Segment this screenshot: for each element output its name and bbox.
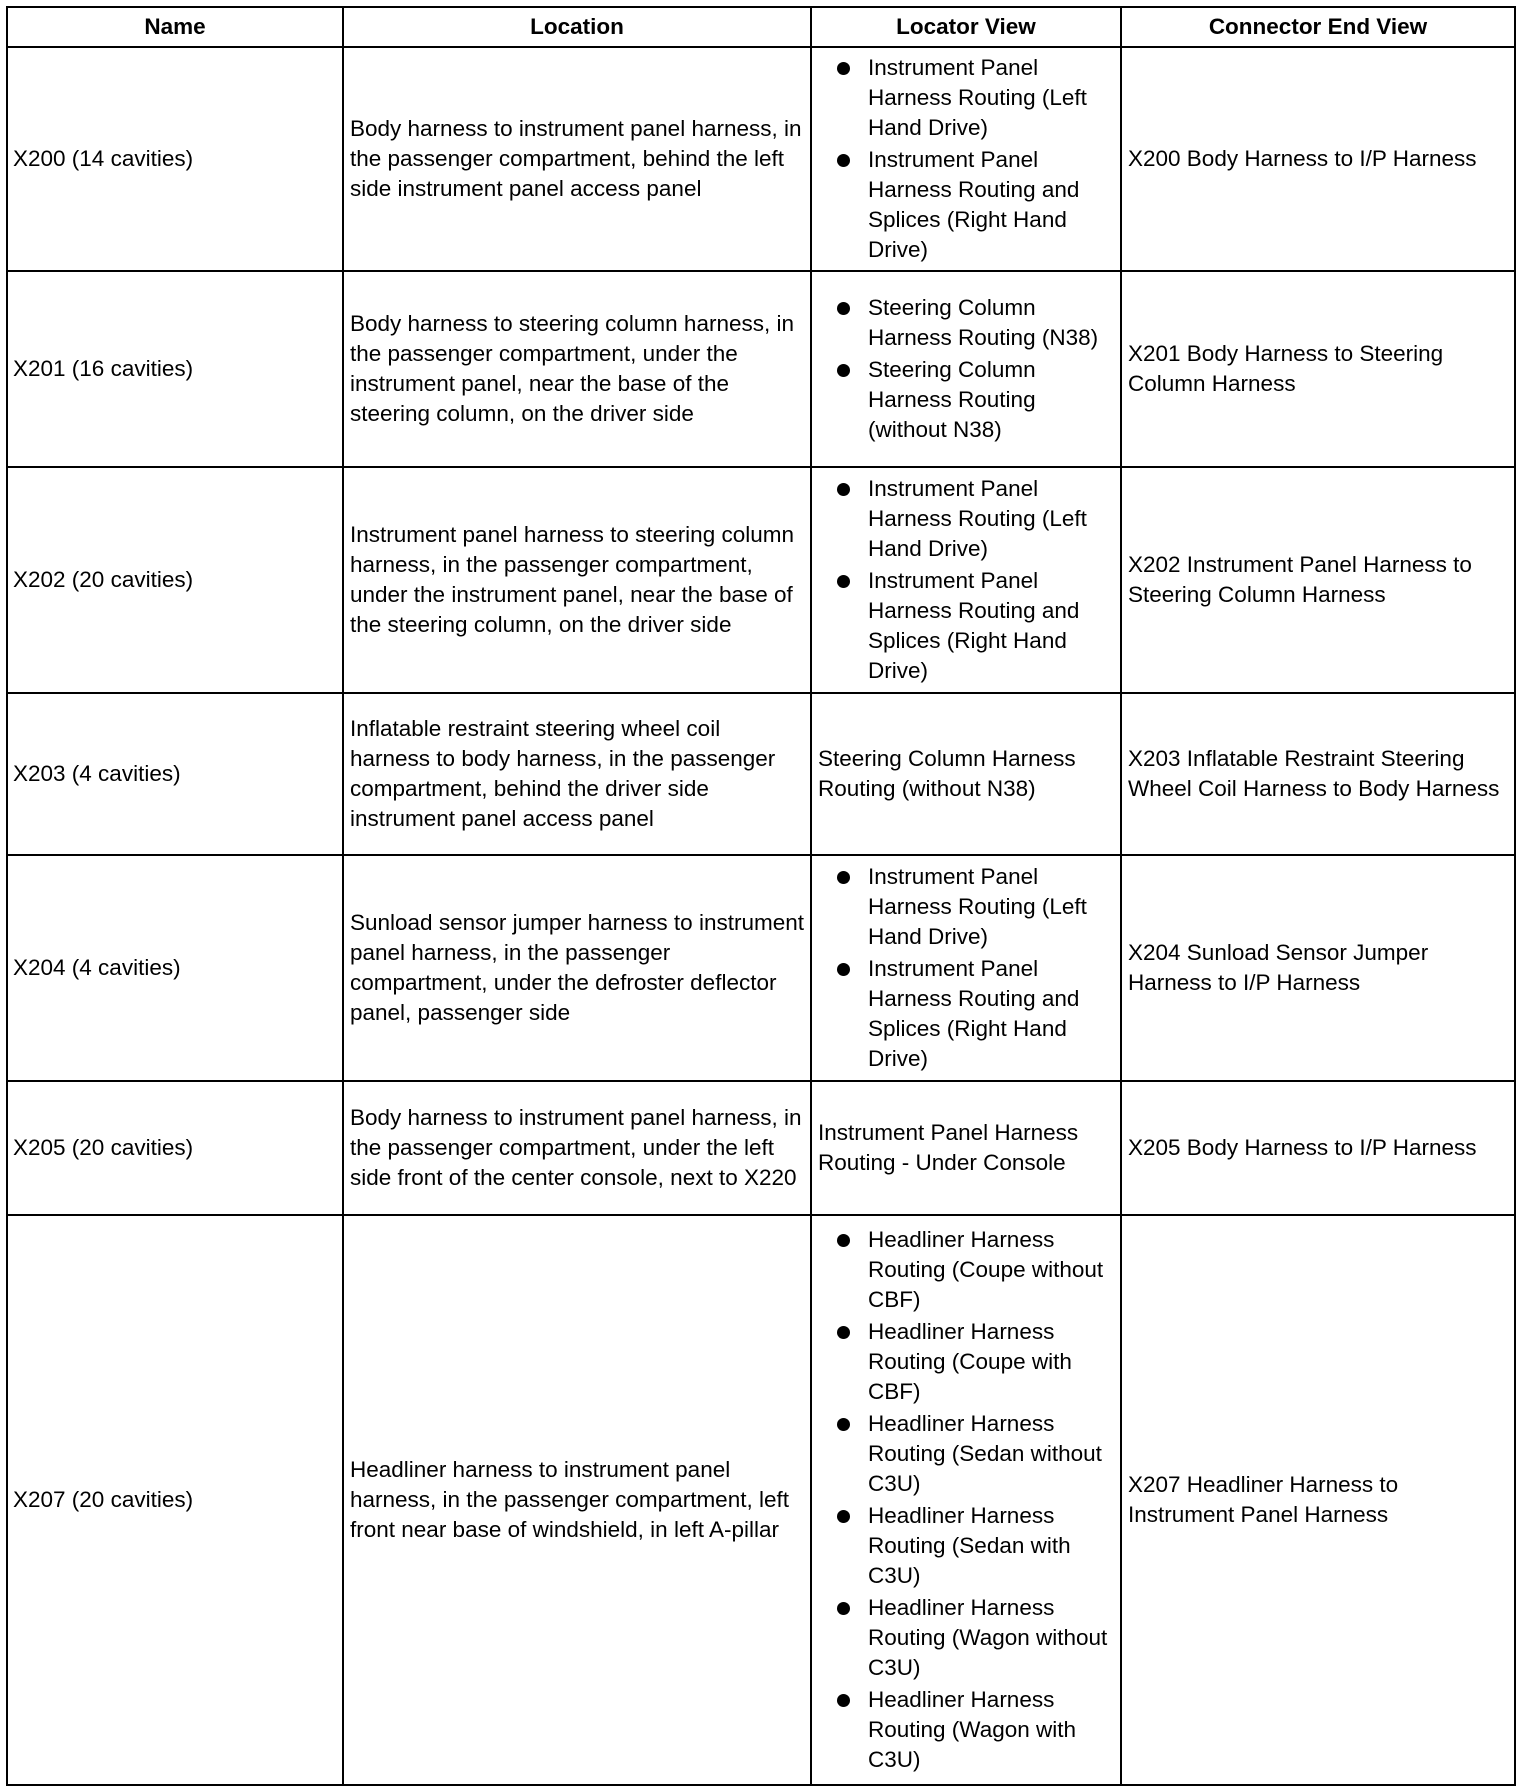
bullet-icon xyxy=(837,575,850,588)
name-cell: X203 (4 cavities) xyxy=(7,693,343,855)
header-name: Name xyxy=(7,7,343,47)
header-row xyxy=(7,7,1515,47)
bullet-icon xyxy=(837,1418,850,1431)
location-cell: Body harness to instrument panel harness, in the passenger compartment, behind the left side instrument panel access panel xyxy=(343,47,811,271)
name-cell: X207 (20 cavities) xyxy=(7,1215,343,1785)
locator-cell[interactable]: Instrument Panel Harness Routing - Under Console xyxy=(811,1081,1121,1215)
bullet-icon xyxy=(837,1326,850,1339)
connector-cell[interactable]: X202 Instrument Panel Harness to Steering Column Harness xyxy=(1121,467,1515,693)
locator-item[interactable] xyxy=(818,293,1114,353)
locator-cell[interactable]: Steering Column Harness Routing (without N38) xyxy=(811,693,1121,855)
locator-item[interactable] xyxy=(818,1685,1114,1775)
locator-item-label: Headliner Harness Routing (Coupe with CBF) xyxy=(868,1319,1072,1404)
locator-list xyxy=(818,474,1114,686)
locator-item[interactable] xyxy=(818,1409,1114,1499)
locator-item-label: Instrument Panel Harness Routing and Splices (Right Hand Drive) xyxy=(868,568,1080,683)
locator-cell xyxy=(811,855,1121,1081)
name-cell: X205 (20 cavities) xyxy=(7,1081,343,1215)
locator-item-label: Instrument Panel Harness Routing (Left Hand Drive) xyxy=(868,55,1087,140)
locator-item[interactable] xyxy=(818,1501,1114,1591)
locator-item-label: Steering Column Harness Routing (N38) xyxy=(868,295,1099,350)
location-cell: Inflatable restraint steering wheel coil harness to body harness, in the passenger compartment, behind the driver side instrument panel access panel xyxy=(343,693,811,855)
locator-item-label: Instrument Panel Harness Routing (Left Hand Drive) xyxy=(868,864,1087,949)
locator-item[interactable] xyxy=(818,566,1114,686)
locator-cell xyxy=(811,271,1121,467)
header-location: Location xyxy=(343,7,811,47)
bullet-icon xyxy=(837,963,850,976)
locator-item[interactable] xyxy=(818,474,1114,564)
connector-cell[interactable]: X207 Headliner Harness to Instrument Panel Harness xyxy=(1121,1215,1515,1785)
table-row xyxy=(7,693,1515,855)
bullet-icon xyxy=(837,1602,850,1615)
locator-item-label: Headliner Harness Routing (Sedan without C3U) xyxy=(868,1411,1102,1496)
table-row xyxy=(7,271,1515,467)
name-cell: X204 (4 cavities) xyxy=(7,855,343,1081)
locator-item-label: Headliner Harness Routing (Coupe without CBF) xyxy=(868,1227,1104,1312)
bullet-icon xyxy=(837,154,850,167)
locator-cell xyxy=(811,1215,1121,1785)
connector-table-sheet xyxy=(6,6,1516,1786)
locator-item[interactable] xyxy=(818,862,1114,952)
header-connector-end-view: Connector End View xyxy=(1121,7,1515,47)
locator-item-label: Instrument Panel Harness Routing and Splices (Right Hand Drive) xyxy=(868,147,1080,262)
connector-table xyxy=(6,6,1516,1786)
connector-cell[interactable]: X200 Body Harness to I/P Harness xyxy=(1121,47,1515,271)
table-row xyxy=(7,855,1515,1081)
locator-item[interactable] xyxy=(818,355,1114,445)
location-cell: Body harness to steering column harness, in the passenger compartment, under the instrument panel, near the base of the steering column, on the driver side xyxy=(343,271,811,467)
bullet-icon xyxy=(837,62,850,75)
locator-item[interactable] xyxy=(818,1317,1114,1407)
locator-item-label: Instrument Panel Harness Routing (Left Hand Drive) xyxy=(868,476,1087,561)
locator-list xyxy=(818,53,1114,265)
name-cell: X202 (20 cavities) xyxy=(7,467,343,693)
locator-item[interactable] xyxy=(818,954,1114,1074)
connector-cell[interactable]: X201 Body Harness to Steering Column Harness xyxy=(1121,271,1515,467)
connector-cell[interactable]: X203 Inflatable Restraint Steering Wheel Coil Harness to Body Harness xyxy=(1121,693,1515,855)
locator-item-label: Instrument Panel Harness Routing and Splices (Right Hand Drive) xyxy=(868,956,1080,1071)
locator-item-label: Steering Column Harness Routing (without N38) xyxy=(868,357,1036,442)
locator-item-label: Headliner Harness Routing (Wagon without C3U) xyxy=(868,1595,1108,1680)
connector-cell[interactable]: X204 Sunload Sensor Jumper Harness to I/P Harness xyxy=(1121,855,1515,1081)
locator-item-label: Headliner Harness Routing (Sedan with C3U) xyxy=(868,1503,1071,1588)
locator-item[interactable] xyxy=(818,145,1114,265)
table-row xyxy=(7,47,1515,271)
location-cell: Headliner harness to instrument panel harness, in the passenger compartment, left front near base of windshield, in left A-pillar xyxy=(343,1215,811,1785)
location-cell: Sunload sensor jumper harness to instrument panel harness, in the passenger compartment, under the defroster deflector panel, passenger side xyxy=(343,855,811,1081)
locator-item[interactable] xyxy=(818,1593,1114,1683)
bullet-icon xyxy=(837,871,850,884)
name-cell: X200 (14 cavities) xyxy=(7,47,343,271)
bullet-icon xyxy=(837,302,850,315)
locator-item-label: Headliner Harness Routing (Wagon with C3U) xyxy=(868,1687,1077,1772)
table-row xyxy=(7,1215,1515,1785)
bullet-icon xyxy=(837,364,850,377)
locator-item[interactable] xyxy=(818,1225,1114,1315)
table-row xyxy=(7,467,1515,693)
locator-list xyxy=(818,862,1114,1074)
location-cell: Instrument panel harness to steering column harness, in the passenger compartment, under the instrument panel, near the base of the steering column, on the driver side xyxy=(343,467,811,693)
connector-cell[interactable]: X205 Body Harness to I/P Harness xyxy=(1121,1081,1515,1215)
locator-cell xyxy=(811,47,1121,271)
locator-item[interactable] xyxy=(818,53,1114,143)
header-locator-view: Locator View xyxy=(811,7,1121,47)
locator-list xyxy=(818,1225,1114,1775)
locator-cell xyxy=(811,467,1121,693)
bullet-icon xyxy=(837,1510,850,1523)
location-cell: Body harness to instrument panel harness, in the passenger compartment, under the left side front of the center console, next to X220 xyxy=(343,1081,811,1215)
bullet-icon xyxy=(837,483,850,496)
bullet-icon xyxy=(837,1694,850,1707)
locator-list xyxy=(818,293,1114,445)
name-cell: X201 (16 cavities) xyxy=(7,271,343,467)
table-row xyxy=(7,1081,1515,1215)
bullet-icon xyxy=(837,1234,850,1247)
